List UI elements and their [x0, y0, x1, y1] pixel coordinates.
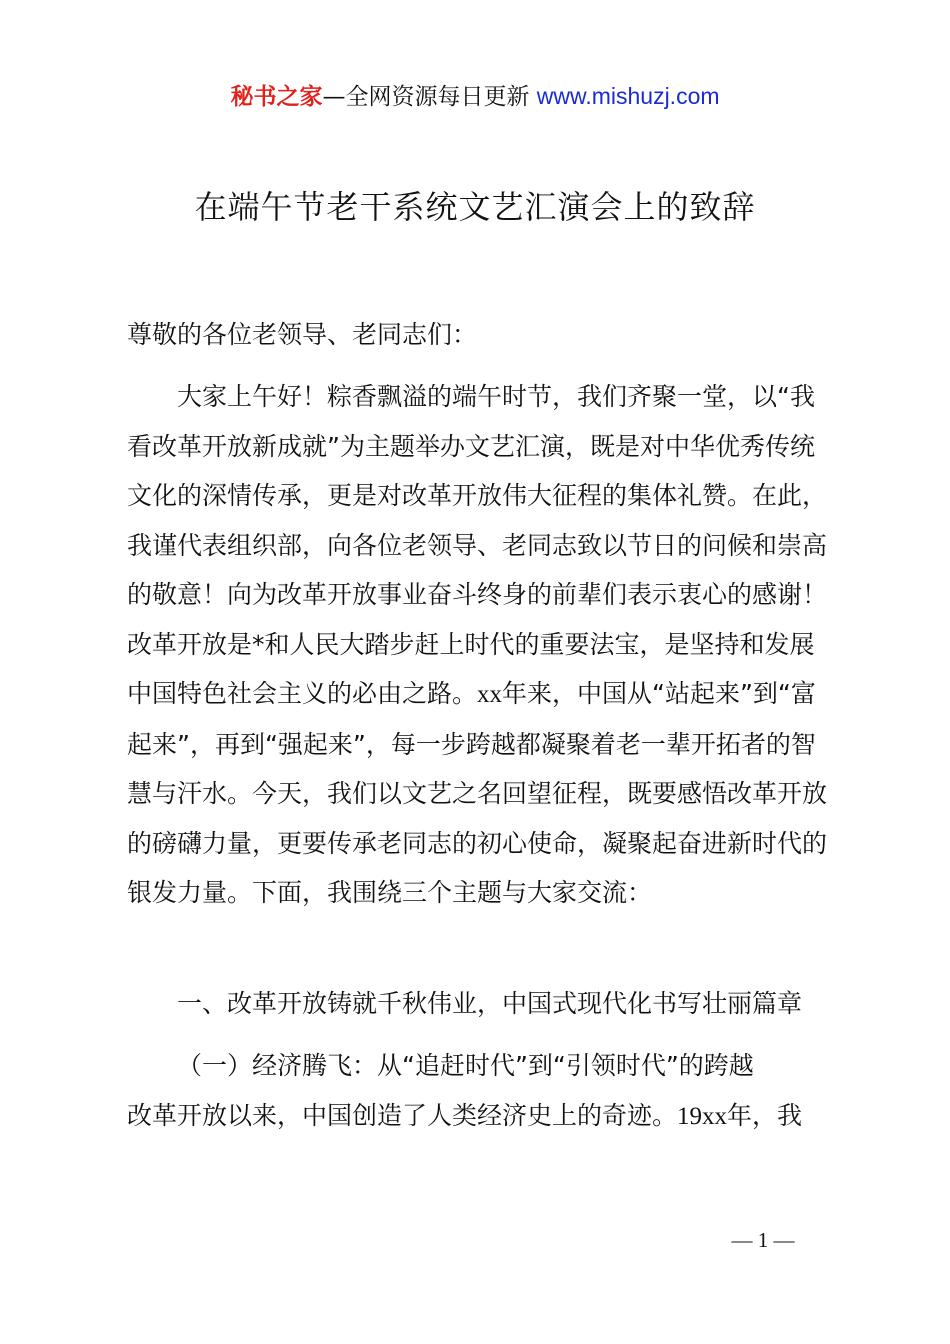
site-slogan: —全网资源每日更新: [322, 84, 537, 110]
paragraph-text: 年来，中国从“站起来”到“富起来”，再到“强起来”，每一步跨越都凝聚着老一辈开拓者的智慧与汗水。今天，我们以文艺之名回望征程，既要感悟改革开放的磅礴力量，更要传承老同志的初心使命，凝聚起奋进新时代的银发力量。下面，我围绕三个主题与大家交流：: [127, 679, 828, 907]
page-number: — 1 —: [731, 1228, 795, 1252]
salutation: 尊敬的各位老领导、老同志们：: [127, 320, 478, 349]
site-banner: [0, 80, 950, 113]
body-paragraph: [127, 1091, 832, 1142]
year-placeholder: xx: [477, 681, 503, 708]
paragraph-text: 年，我: [727, 1101, 803, 1130]
paragraph-text: 改革开放以来，中国创造了人类经济史上的奇迹。: [127, 1101, 678, 1130]
year-placeholder: 19xx: [677, 1103, 728, 1130]
document-title: 在端午节老干系统文艺汇演会上的致辞: [194, 188, 756, 226]
paragraph-text: 大家上午好！粽香飘溢的端午时节，我们齐聚一堂，以“我看改革开放新成就”为主题举办文艺汇演，既是对中华优秀传统文化的深情传承，更是对改革开放伟大征程的集体礼赞。在此，我谨代表组织部，向各位老领导、老同志致以节日的问候和崇高的敬意！向为改革开放事业奋斗终身的前辈们表示衷心的感谢！改革开放是*和人民大踏步赶上时代的重要法宝，是坚持和发展中国特色社会主义的必由之路。: [127, 382, 828, 708]
site-brand: 秘书之家: [230, 84, 323, 110]
subsection-heading: （一）经济腾飞：从“追赶时代”到“引领时代”的跨越: [177, 1051, 754, 1080]
site-url-link[interactable]: www.mishuzj.com: [536, 83, 720, 109]
body-paragraph: [127, 372, 832, 918]
section-heading: 一、改革开放铸就千秋伟业，中国式现代化书写壮丽篇章: [177, 989, 803, 1018]
